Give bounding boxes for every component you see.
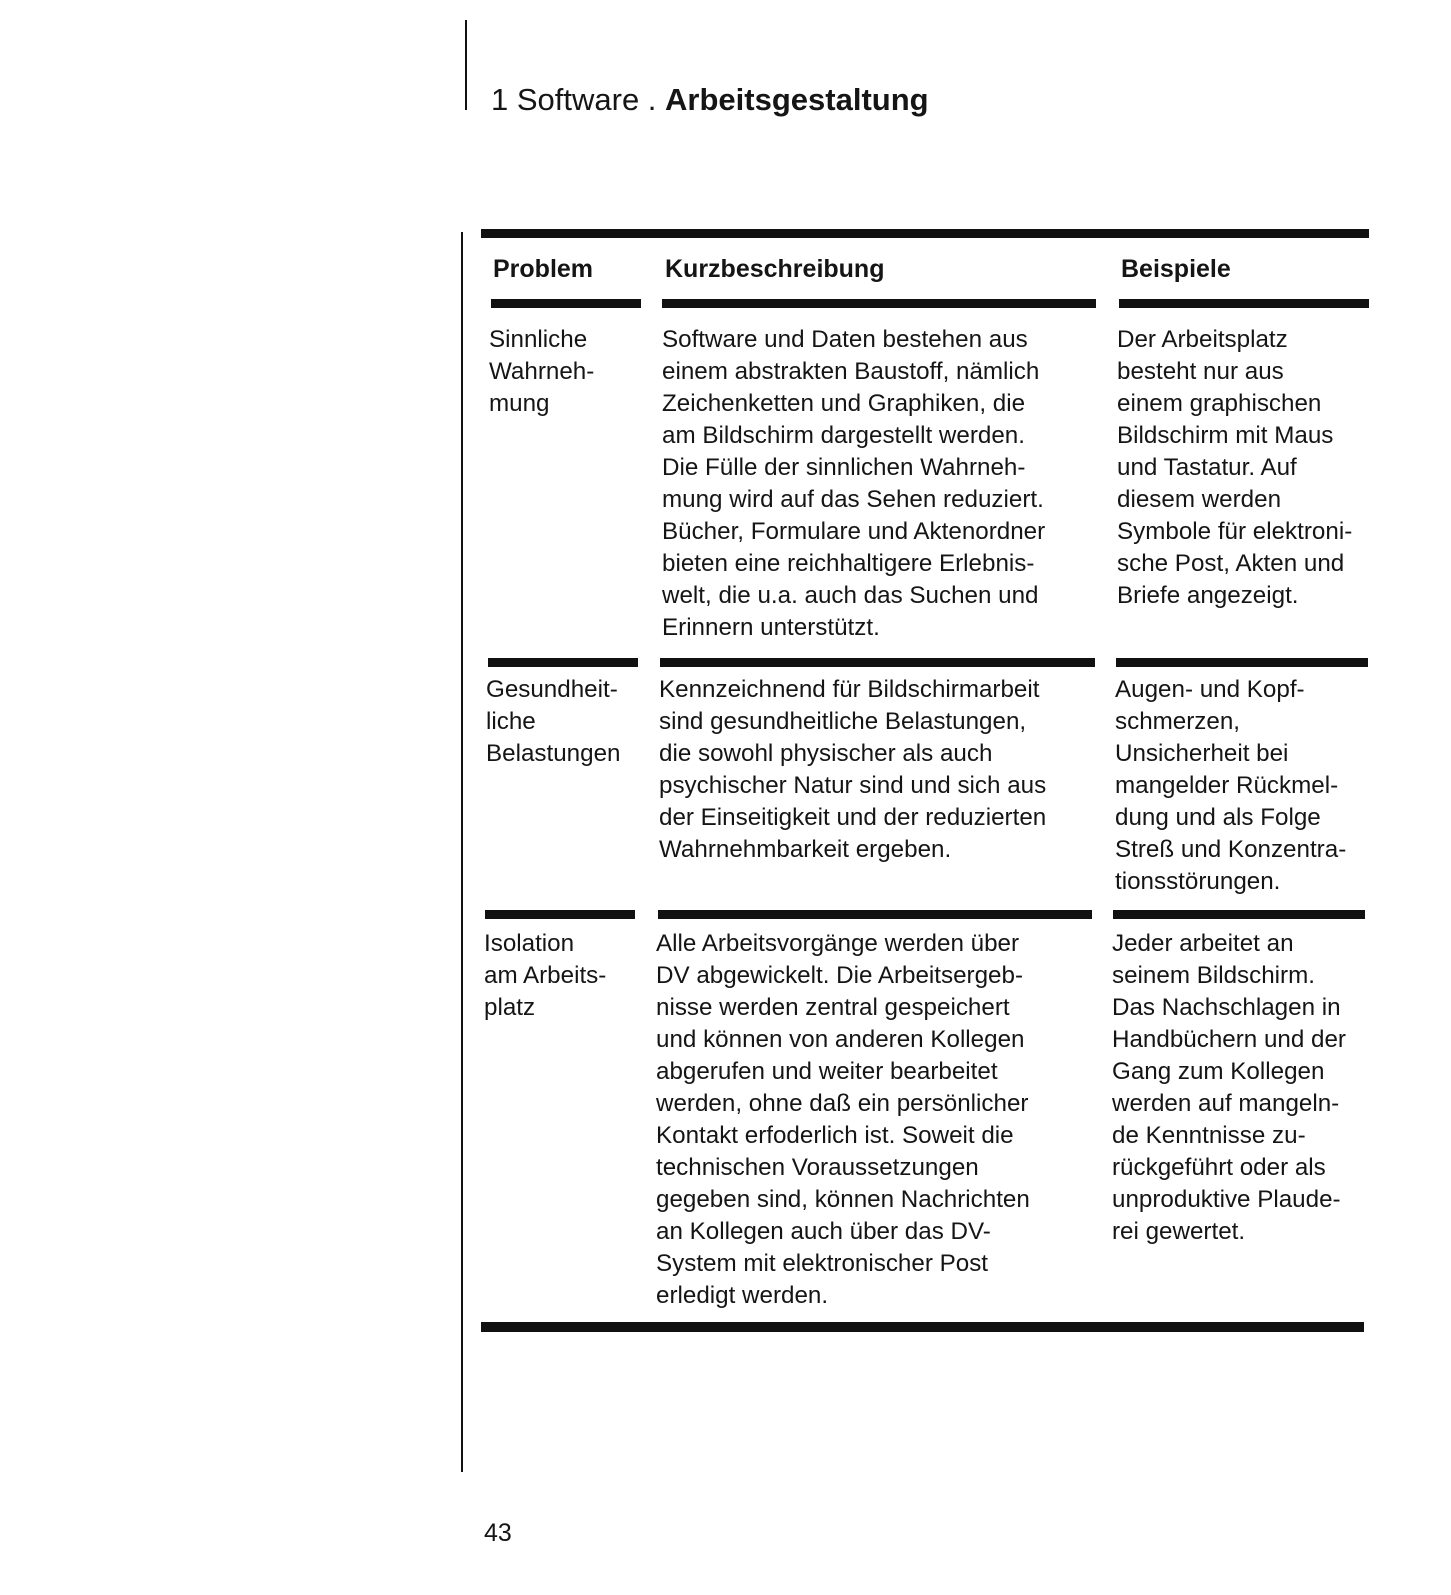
- page-number: 43: [484, 1519, 512, 1547]
- column-header-description: Kurzbeschreibung: [665, 255, 885, 283]
- section-label: 1 Software .: [491, 82, 657, 117]
- row-separator-problem: [485, 910, 635, 919]
- page-title: Arbeitsgestaltung: [665, 82, 929, 117]
- row-2-problem: Gesundheit- liche Belastungen: [486, 676, 621, 767]
- column-header-problem: Problem: [493, 255, 594, 283]
- row-separator-examples: [1113, 910, 1365, 919]
- margin-rule-top: [465, 20, 467, 110]
- row-2-description: Kennzeichnend für Bildschirmarbeit sind gesundheitliche Belastungen, die sowohl physischer als auch psychischer Natur sind und sich aus der Einseitigkeit und der reduzierten Wahrnehmbarkeit ergeben.: [659, 676, 1047, 863]
- header-rule-description: [662, 299, 1096, 308]
- margin-rule-main: [461, 232, 463, 1472]
- running-header: [491, 82, 929, 118]
- header-rule-problem: [491, 299, 641, 308]
- table-top-rule: [481, 229, 1369, 238]
- row-separator-description: [658, 910, 1092, 919]
- row-3-problem: Isolation am Arbeits- platz: [484, 930, 607, 1021]
- row-separator-examples: [1116, 658, 1368, 667]
- row-3-examples: Jeder arbeitet an seinem Bildschirm. Das Nachschlagen in Handbüchern und der Gang zum Kollegen werden auf mangeln- de Kenntnisse zu- rückgeführt oder als unproduktive Plaude- rei gewertet.: [1112, 930, 1346, 1245]
- row-1-problem: Sinnliche Wahrneh- mung: [489, 326, 595, 417]
- row-1-examples: Der Arbeitsplatz besteht nur aus einem graphischen Bildschirm mit Maus und Tastatur. Auf diesem werden Symbole für elektroni- sche Post, Akten und Briefe angezeigt.: [1117, 326, 1353, 609]
- header-rule-examples: [1119, 299, 1369, 308]
- row-2-examples: Augen- und Kopf- schmerzen, Unsicherheit bei mangelder Rückmel- dung und als Folge Streß und Konzentra- tionsstörungen.: [1115, 676, 1347, 895]
- row-separator-description: [660, 658, 1095, 667]
- row-separator-problem: [488, 658, 638, 667]
- row-1-description: Software und Daten bestehen aus einem abstrakten Baustoff, nämlich Zeichenketten und Graphiken, die am Bildschirm dargestellt werden. Die Fülle der sinnlichen Wahrneh- mung wird auf das Sehen reduziert. Bücher, Formulare und Aktenordner bieten eine reichhaltigere Erlebnis- welt, die u.a. auch das Suchen und Erinnern unterstützt.: [662, 326, 1046, 641]
- row-3-description: Alle Arbeitsvorgänge werden über DV abgewickelt. Die Arbeitsergeb- nisse werden zentral gespeichert und können von anderen Kollegen abgerufen und weiter bearbeitet werden, ohne daß ein persönlicher Kontakt erfoderlich ist. Soweit die technischen Voraussetzungen gegeben sind, können Nachrichten an Kollegen auch über das DV- System mit elektronischer Post erledigt werden.: [656, 930, 1030, 1309]
- table-bottom-rule: [481, 1322, 1364, 1332]
- column-header-examples: Beispiele: [1121, 255, 1231, 283]
